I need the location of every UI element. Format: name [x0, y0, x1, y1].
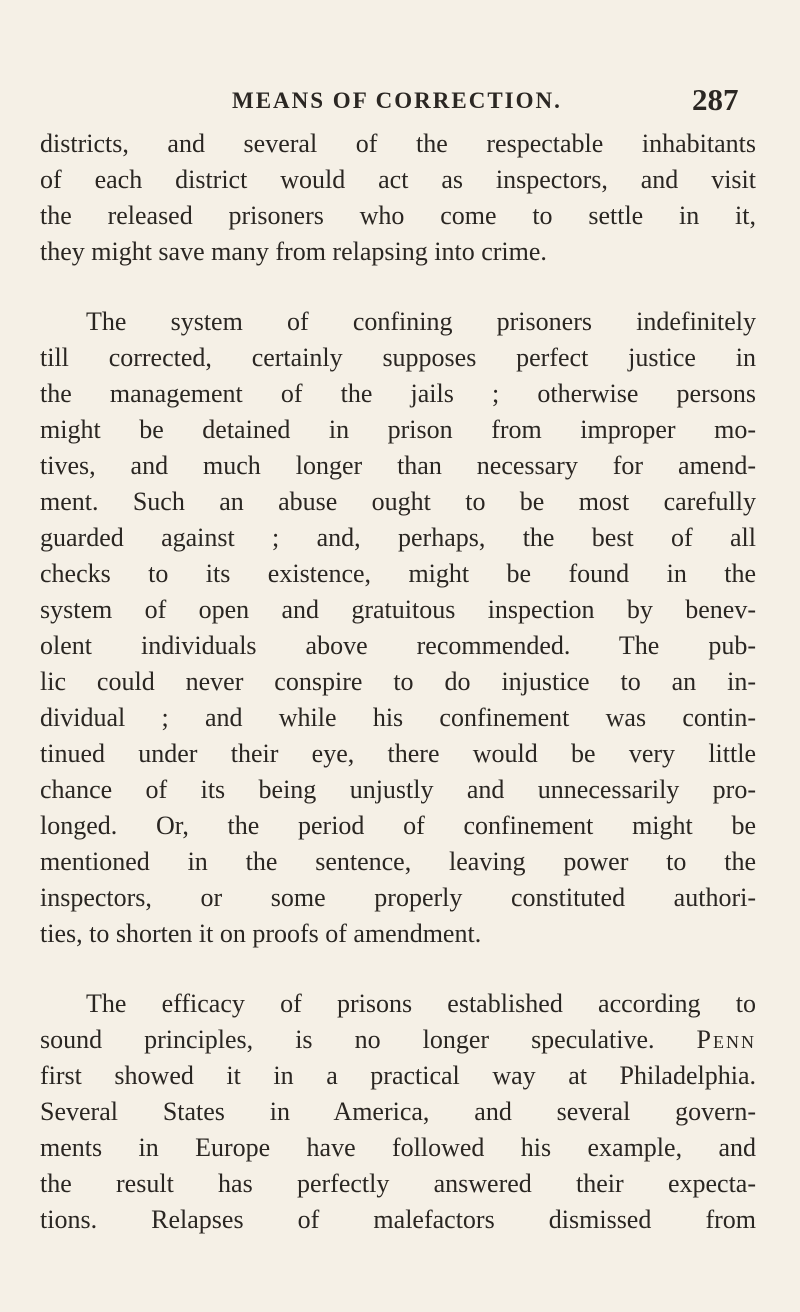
text-line: inspectors, or some properly constituted authori- — [40, 883, 756, 912]
text-line: they might save many from relapsing into crime. — [40, 237, 547, 266]
text-line: Several States in America, and several govern- — [40, 1097, 756, 1126]
paragraph-3 — [40, 986, 756, 1238]
text-line: first showed it in a practical way at Philadelphia. — [40, 1061, 756, 1090]
text-line: guarded against ; and, perhaps, the best of all — [40, 523, 756, 552]
text-line: ments in Europe have followed his example, and — [40, 1133, 756, 1162]
text-line: the released prisoners who come to settle in it, — [40, 201, 756, 230]
running-head — [0, 78, 800, 118]
text-line: might be detained in prison from improper mo- — [40, 415, 756, 444]
text-line: dividual ; and while his confinement was contin- — [40, 703, 756, 732]
text-line: tions. Relapses of malefactors dismissed from — [40, 1205, 756, 1234]
text-line: The system of confining prisoners indefinitely — [86, 307, 756, 336]
body-text — [40, 126, 756, 1238]
text-line: lic could never conspire to do injustice to an in- — [40, 667, 756, 696]
proper-name-penn: Penn — [696, 1025, 756, 1054]
text-line-segment: sound principles, is no longer speculative. — [40, 1025, 655, 1054]
text-line: the management of the jails ; otherwise persons — [40, 379, 756, 408]
text-line — [40, 1022, 756, 1058]
text-line: chance of its being unjustly and unnecessarily pro- — [40, 775, 756, 804]
text-line: till corrected, certainly supposes perfect justice in — [40, 343, 756, 372]
text-line: checks to its existence, might be found in the — [40, 559, 756, 588]
text-line: tives, and much longer than necessary for amend- — [40, 451, 756, 480]
text-line: longed. Or, the period of confinement might be — [40, 811, 756, 840]
page-number: 287 — [692, 82, 739, 117]
running-head-title: MEANS OF CORRECTION. — [232, 88, 562, 113]
paragraph-2 — [40, 304, 756, 952]
text-line: system of open and gratuitous inspection by benev- — [40, 595, 756, 624]
text-line: tinued under their eye, there would be very little — [40, 739, 756, 768]
text-line: The efficacy of prisons established according to — [86, 989, 756, 1018]
text-line: ties, to shorten it on proofs of amendment. — [40, 919, 482, 948]
paragraph-1 — [40, 126, 756, 270]
text-line: ment. Such an abuse ought to be most carefully — [40, 487, 756, 516]
text-line: olent individuals above recommended. The pub- — [40, 631, 756, 660]
text-line: districts, and several of the respectable inhabitants — [40, 129, 756, 158]
text-line: of each district would act as inspectors, and visit — [40, 165, 756, 194]
text-line: the result has perfectly answered their expecta- — [40, 1169, 756, 1198]
text-line: mentioned in the sentence, leaving power to the — [40, 847, 756, 876]
